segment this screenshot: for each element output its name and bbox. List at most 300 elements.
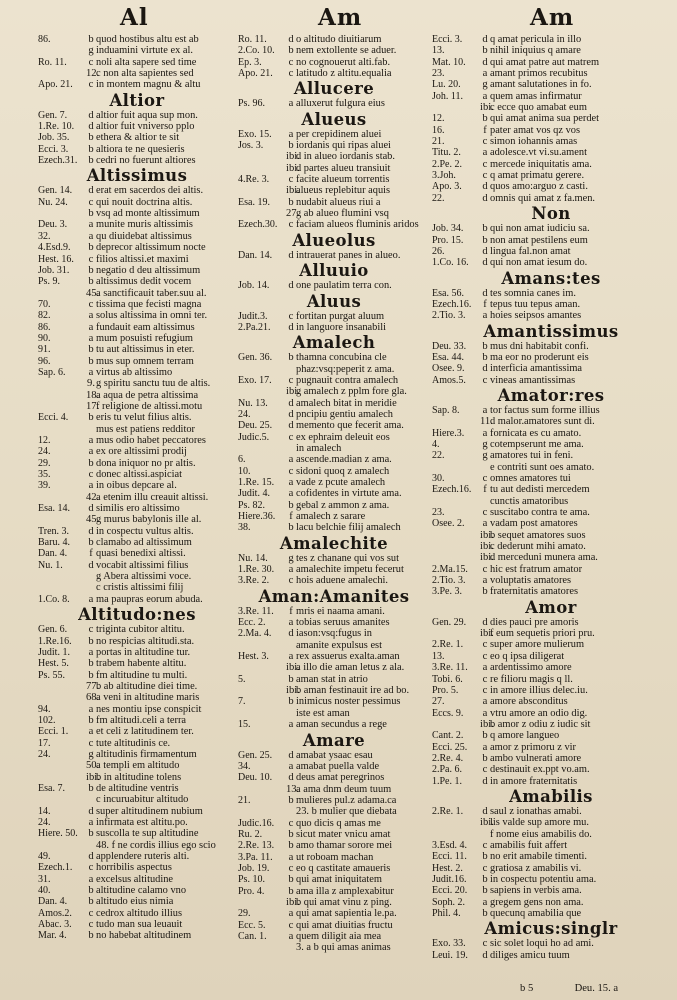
concordance-entry [38, 692, 236, 703]
section-letter: d [482, 56, 488, 68]
concordance-entry [432, 674, 670, 685]
reference: Ecci. 11. [432, 851, 467, 863]
entry-text: altior fuit aqua sup mon. [96, 109, 198, 121]
entry-text: g murus babylonis ille al. [96, 514, 202, 526]
concordance-entry [38, 760, 236, 771]
section-letter: b [288, 673, 294, 685]
concordance-entry [238, 886, 430, 897]
entry-text: suscolla te sup altitudine [96, 828, 199, 840]
entry-text: quecunq amabilia que [490, 908, 582, 920]
entry-text: fm altitudine tu multi. [96, 669, 188, 681]
section-letter: b [88, 669, 94, 681]
concordance-entry [432, 851, 670, 862]
reference: Deu. 33. [432, 340, 467, 352]
concordance-entry [238, 386, 430, 397]
section-letter: a [288, 98, 294, 110]
concordance-entry [238, 806, 430, 817]
reference: 3.Pe. 3. [432, 586, 462, 598]
concordance-entry [238, 750, 430, 761]
concordance-entry [38, 908, 236, 919]
entry-text: tute altitudinis ce. [96, 737, 171, 749]
entry-text: altiora te ne quesieris [96, 143, 185, 155]
section-letter: c [288, 575, 294, 587]
section-letter: ibi. [480, 817, 494, 829]
section-letter: a [88, 219, 94, 231]
section-letter: b [88, 132, 94, 144]
section-letter: a [482, 575, 488, 587]
reference: Nu. 13. [238, 397, 268, 409]
running-head-left: Al [120, 4, 149, 31]
entry-text: qu diuidebat altissimus [96, 230, 192, 242]
entry-text: mus sup omnem terram [96, 355, 194, 367]
section-letter: d [88, 503, 94, 515]
section-letter: c [288, 919, 294, 931]
concordance-entry [432, 462, 670, 473]
entry-text: b sequet amatores suos [490, 529, 586, 541]
section-letter: 50. [86, 760, 100, 772]
concordance-entry [38, 45, 236, 56]
concordance-entry [432, 246, 670, 257]
section-letter: b [288, 794, 294, 806]
entry-text: g spiritu sanctu tuu de altis. [96, 378, 211, 390]
section-letter: b [88, 828, 94, 840]
section-letter: d [482, 805, 488, 817]
section-letter: b [288, 45, 294, 57]
reference: Osee. 9. [432, 363, 465, 375]
reference: 4.Re. 3. [238, 174, 270, 186]
concordance-entry [432, 170, 670, 181]
concordance-entry [238, 696, 430, 707]
reference: 2.Pe. 2. [432, 158, 462, 170]
entry-text: b aman festinauit ire ad bo. [296, 685, 410, 697]
entry-text: re filioru magis q ll. [490, 673, 573, 685]
concordance-entry [432, 375, 670, 386]
section-letter: a [88, 321, 94, 333]
reference: Exo. 33. [432, 938, 466, 950]
section-letter: 12. [86, 68, 100, 80]
section-letter: g [288, 552, 294, 564]
concordance-entry [238, 322, 430, 333]
concordance-entry [238, 553, 430, 564]
reference: Gen. 6. [38, 624, 68, 636]
concordance-entry [238, 662, 430, 673]
headword: Alueus [301, 109, 367, 129]
section-letter: d [482, 257, 488, 269]
concordance-entry [238, 874, 430, 885]
section-letter: a [482, 310, 488, 322]
section-letter: c [482, 862, 488, 874]
entry-text: donec altissi.aspiciat [96, 469, 182, 481]
reference: Nu. 1. [38, 559, 63, 571]
reference: Can. 1. [238, 931, 267, 942]
section-letter: c [482, 639, 488, 651]
concordance-entry [432, 885, 670, 896]
entry-text: simon iohannis amas [490, 136, 578, 148]
section-letter: c [88, 253, 94, 265]
section-letter: c [288, 56, 294, 68]
entry-text: b in altitudine tolens [96, 771, 182, 783]
reference: 13. [432, 45, 445, 57]
concordance-entry [238, 466, 430, 477]
reference: 82. [38, 310, 51, 322]
entry-text: mulieres pul.z adama.ca [296, 794, 397, 806]
section-letter: b [288, 696, 294, 708]
reference: Eccs. 9. [432, 707, 464, 719]
reference: Ezech.16. [432, 298, 472, 310]
entry-text: fraternitatis amatores [490, 586, 578, 598]
section-letter: a [482, 404, 488, 416]
section-letter: g [88, 45, 94, 57]
reference: 12. [432, 113, 445, 125]
headword: Amalechite [279, 533, 389, 553]
reference: 13. [432, 650, 445, 662]
section-letter: b [88, 635, 94, 647]
reference: Leui. 19. [432, 949, 468, 961]
concordance-entry [38, 121, 236, 132]
entry-text: rex assuerus exalta.aman [296, 651, 400, 663]
entry-text: altior fuit vniverso pplo [96, 121, 195, 133]
concordance-entry [38, 806, 236, 817]
section-letter: b [482, 752, 488, 764]
entry-text: in cospectu vultus altis. [96, 525, 194, 537]
concordance-entry [432, 496, 670, 507]
concordance-entry [238, 45, 430, 56]
reference: Judit. 1. [38, 646, 70, 658]
section-letter: d [88, 109, 94, 121]
entry-text: tissima que fecisti magna [96, 298, 202, 310]
reference: 4. [432, 438, 440, 450]
section-letter: b [88, 276, 94, 288]
entry-text: negatio d deu altissimum [96, 264, 201, 276]
entry-text: tes somnia canes im. [490, 287, 576, 299]
concordance-entry [38, 715, 236, 726]
entry-text: 3. a b qui amas animas [296, 942, 391, 954]
concordance-entry [38, 424, 236, 435]
entry-text: amant primos recubitus [490, 68, 588, 80]
concordance-entry [432, 829, 670, 840]
concordance-entry [432, 628, 670, 639]
section-letter: ibi. [480, 628, 494, 640]
section-letter: a [482, 696, 488, 708]
headword: Amans:tes [501, 268, 601, 288]
entry-text: tepus tuu tepus aman. [490, 298, 581, 310]
headword: Amabilis [509, 786, 593, 806]
section-letter: ibi. [480, 102, 494, 114]
reference: 70. [38, 298, 51, 310]
reference: 86. [38, 321, 51, 333]
section-letter: c [482, 938, 488, 950]
section-letter: ibi. [480, 529, 494, 541]
reference: 2.Tio. 3. [432, 575, 466, 587]
reference: Lu. 20. [432, 79, 461, 91]
reference: Hest. 2. [432, 862, 463, 874]
entry-text: fornicata es cu amato. [490, 427, 582, 439]
entry-text: iste est aman [296, 707, 350, 719]
section-letter: b [482, 885, 488, 897]
reference: 2.Re. 1. [432, 805, 464, 817]
reference: 16. [432, 124, 445, 136]
reference: Job. 19. [238, 862, 270, 874]
section-letter: d [88, 559, 94, 571]
concordance-entry [238, 500, 430, 511]
entry-text: phaz:vsq:peperit z ama. [296, 363, 395, 375]
section-letter: ibi. [480, 541, 494, 553]
concordance-entry [432, 68, 670, 79]
section-letter: a [288, 908, 294, 920]
section-letter: c [482, 473, 488, 484]
section-letter: c [288, 374, 294, 386]
entry-text: a aqua de petra altissima [96, 389, 199, 401]
entry-text: e contriti sunt oes amato. [490, 461, 595, 473]
section-letter: c [482, 158, 488, 170]
concordance-entry [432, 908, 670, 919]
reference: Joh. 11. [432, 90, 464, 102]
concordance-entry [432, 817, 670, 828]
section-letter: f [289, 511, 293, 522]
concordance-entry [38, 492, 236, 503]
reference: Titu. 2. [432, 147, 461, 159]
section-letter: c [88, 79, 94, 91]
section-letter: d [288, 772, 294, 784]
section-letter: a [88, 480, 94, 492]
entry-text: in languore insanabili [296, 321, 387, 333]
section-letter: b [288, 352, 294, 364]
section-letter: a [482, 427, 488, 439]
reference: Gen. 14. [38, 185, 73, 197]
section-letter: f [89, 548, 93, 560]
concordance-entry [38, 738, 236, 749]
concordance-entry [38, 930, 236, 941]
reference: Ezech.16. [432, 484, 472, 496]
section-letter: b [88, 782, 94, 794]
concordance-entry [38, 817, 236, 828]
concordance-entry [238, 432, 430, 443]
section-letter: d [482, 245, 488, 257]
entry-text: d malor.amatores sunt di. [490, 416, 595, 428]
entry-text: in oibus depcare al. [96, 480, 177, 492]
entry-text: no cognouerut alti.fab. [296, 56, 391, 68]
section-letter: g [88, 748, 94, 760]
reference: Gen. 29. [432, 616, 467, 628]
entry-text: destinauit ex.ppt vo.am. [490, 764, 590, 776]
entry-text: ascende.madian z ama. [296, 454, 392, 466]
entry-text: tor factus sum forme illius [490, 404, 600, 416]
entry-text: virtus ab altissimo [96, 366, 173, 378]
reference: Ro. 11. [238, 34, 267, 45]
entry-text: mris ei naama amani. [296, 605, 385, 617]
reference: Exo. 17. [238, 374, 272, 386]
concordance-entry [38, 514, 236, 525]
reference: 24. [38, 817, 51, 828]
concordance-entry [238, 443, 430, 454]
concordance-entry [38, 658, 236, 669]
entry-text: no habebat altitudinem [96, 930, 192, 942]
reference: 26. [432, 245, 445, 257]
entry-text: a sanctificauit taber.suu al. [96, 287, 207, 299]
entry-text: dies pauci pre amoris [490, 616, 579, 628]
section-letter: b [482, 874, 488, 885]
reference: 3.Joh. [432, 170, 456, 182]
headword: Allucere [293, 79, 375, 99]
headword: Aluus [306, 291, 362, 311]
reference: Nu. 14. [238, 552, 268, 564]
entry-text: d merceduni munera ama. [490, 552, 598, 564]
section-letter: b [88, 714, 94, 726]
reference: 7. [238, 696, 246, 708]
section-letter: d [482, 363, 488, 375]
reference: 2.Ma. 4. [238, 628, 272, 640]
concordance-entry [238, 606, 430, 617]
section-letter: c [288, 310, 294, 322]
concordance-entry [432, 552, 670, 563]
reference: Ro. 11. [38, 56, 67, 68]
concordance-entry [238, 719, 430, 730]
reference: 24. [38, 446, 51, 458]
entry-text: interficia amantissima [490, 363, 583, 375]
section-letter: b [288, 140, 294, 152]
concordance-entry [38, 862, 236, 873]
section-letter: b [482, 340, 488, 352]
section-letter: d [482, 949, 488, 961]
entry-text: c ecce quo amabat eum [490, 102, 587, 114]
entry-text: quasi benedixi altissi. [96, 548, 186, 560]
section-letter: c [288, 68, 294, 80]
concordance-entry [432, 193, 670, 204]
reference: Judic.5. [238, 431, 270, 443]
concordance-entry [238, 795, 430, 806]
concordance-entry [432, 950, 670, 961]
entry-text: quem amas infirmatur [490, 90, 582, 102]
reference: Ecci. 25. [432, 741, 468, 753]
reference: Deu. 25. [238, 420, 273, 432]
concordance-entry [238, 575, 430, 586]
section-letter: b [88, 412, 94, 424]
section-letter: b [482, 113, 488, 125]
reference: 30. [432, 473, 445, 484]
reference: Judit.16. [432, 874, 467, 885]
reference: 2.Re. 4. [432, 752, 464, 764]
section-letter: c [88, 737, 94, 749]
entry-text: mus est patiens redditor [96, 423, 195, 435]
section-letter: a [88, 817, 94, 828]
concordance-entry [38, 231, 236, 242]
concordance-entry [38, 783, 236, 794]
entry-text: sicut mater vnicu amat [296, 828, 391, 840]
entry-text: amor z primoru z vir [490, 741, 576, 753]
section-letter: b [88, 143, 94, 155]
section-letter: c [288, 862, 294, 874]
headword: Amator:res [497, 385, 605, 405]
concordance-entry [238, 761, 430, 772]
section-letter: 11. [480, 416, 493, 428]
entry-text: sidoni quoq z amalech [296, 465, 390, 477]
reference: Apo. 3. [432, 181, 462, 193]
running-head-right: Am [530, 4, 575, 31]
section-letter: c [482, 673, 488, 685]
entry-text: q amore langueo [490, 730, 560, 742]
entry-text: excelsus altitudine [96, 873, 174, 885]
section-letter: c [88, 469, 94, 481]
reference: Esa. 14. [38, 503, 70, 515]
concordance-entry [238, 651, 430, 662]
reference: 1.Re. 30. [238, 564, 275, 576]
concordance-entry [432, 696, 670, 707]
section-letter: d [288, 249, 294, 261]
concordance-entry [432, 518, 670, 529]
section-letter: b [88, 208, 94, 220]
reference: 4.Esd.9. [38, 242, 71, 254]
concordance-entry [432, 730, 670, 741]
section-letter: a [482, 662, 488, 674]
reference: 3.Re. 11. [432, 662, 468, 674]
entry-text: deus amat peregrinos [296, 772, 385, 784]
entry-text: vade z pcute amalech [296, 476, 386, 488]
concordance-entry [238, 685, 430, 696]
entry-text: in montem magnu & altu [96, 79, 201, 91]
entry-text: pater amat vos qz vos [490, 124, 581, 136]
concordance-entry [238, 129, 430, 140]
reference: 2.Re. 13. [238, 840, 275, 852]
section-letter: c [482, 563, 488, 575]
concordance-entry [38, 322, 236, 333]
entry-text: et celi z latitudinem ter. [96, 726, 194, 738]
entry-text: lis valde sup amore mu. [490, 817, 589, 829]
concordance-entry [432, 639, 670, 650]
headword: Alluuio [299, 261, 369, 281]
entry-text: mercede iniquitatis ama. [490, 158, 592, 170]
section-letter: 13. [286, 783, 300, 795]
section-letter: b [482, 45, 488, 57]
concordance-entry [432, 507, 670, 518]
concordance-entry [38, 704, 236, 715]
section-letter: g [482, 450, 488, 462]
entry-text: in amalech [296, 442, 342, 454]
section-letter: d [88, 121, 94, 133]
entry-text: c incuruabitur altitudo [96, 794, 189, 806]
concordance-entry [38, 794, 236, 805]
entry-text: altitudinis firmamentum [96, 748, 197, 760]
reference: 1.Re. 10. [38, 121, 75, 133]
concordance-entry [38, 219, 236, 230]
reference: 91. [38, 344, 51, 356]
section-letter: a [482, 147, 488, 159]
section-letter: c [88, 919, 94, 931]
entry-text: alluxerut fulgura eius [296, 98, 385, 110]
entry-text: altitudo eius nimia [96, 896, 174, 908]
reference: Job. 34. [432, 223, 464, 235]
concordance-entry [238, 852, 430, 863]
entry-text: quos amo:arguo z casti. [490, 181, 588, 193]
entry-text: gratiosa z amabilis vi. [490, 862, 582, 874]
concordance-entry [38, 726, 236, 737]
concordance-entry [38, 242, 236, 253]
concordance-entry [432, 742, 670, 753]
concordance-entry [238, 511, 430, 522]
concordance-entry [238, 674, 430, 685]
concordance-entry [432, 439, 670, 450]
entry-text: in amore illius delec.iu. [490, 684, 588, 696]
concordance-entry [38, 288, 236, 299]
section-letter: a [88, 366, 94, 378]
entry-text: amalech bitat in meridie [296, 397, 397, 409]
entry-text: f eum sequetis priori pru. [490, 628, 595, 640]
section-letter: 42. [86, 491, 100, 503]
entry-text: d partes alueu transiuit [296, 162, 391, 174]
entry-text: gregem gens non ama. [490, 896, 584, 908]
concordance-entry [38, 446, 236, 457]
entry-text: lingua fal.non amat [490, 245, 571, 257]
reference: 39. [38, 480, 51, 492]
